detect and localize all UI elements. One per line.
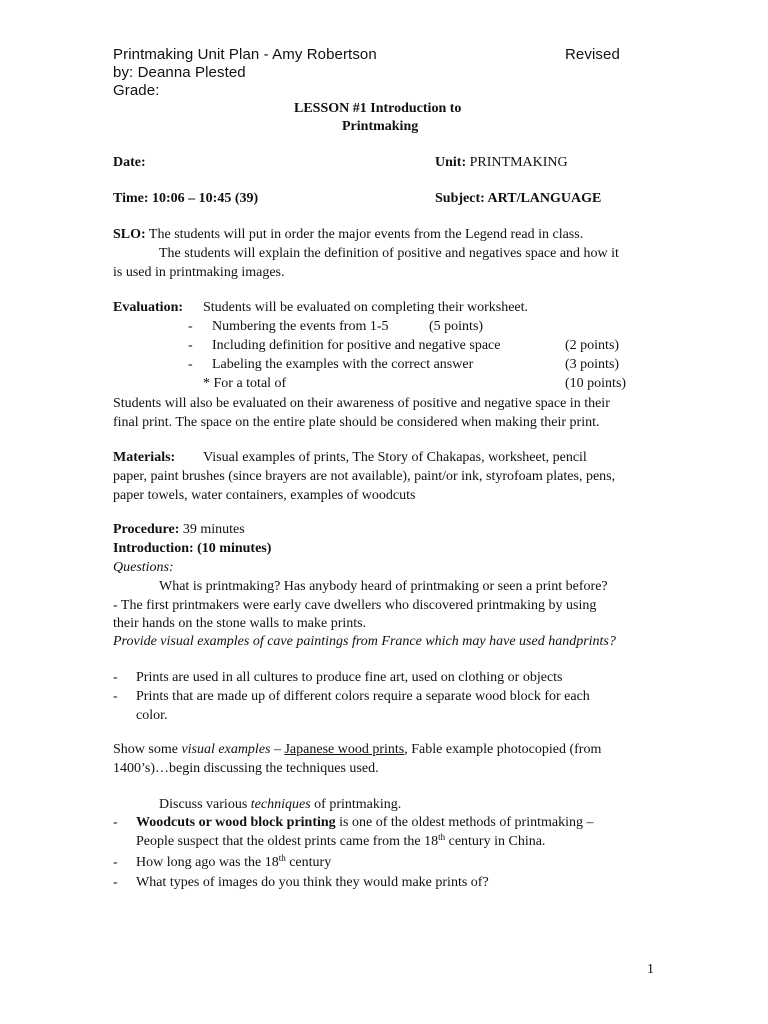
questions-label: Questions: [113,560,174,575]
eval-item-1-text: Numbering the events from 1-5 [212,319,389,334]
q-bullet-1: - [113,855,118,870]
woodcut-line2-pre: People suspect that the oldest prints came from the 18 [136,834,439,849]
procedure-label: Procedure: [113,522,180,537]
eval-extra-line2: final print. The space on the entire plate should be considered when making their print. [113,415,600,430]
revised-by: by: Deanna Plested [113,64,246,81]
slo-label: SLO: [113,227,146,242]
show-examples-line1 [113,740,601,759]
woodcut-line1 [136,813,593,832]
evaluation-label: Evaluation: [113,300,184,315]
discuss-pre: Discuss various [159,797,251,812]
slo-line3: is used in printmaking images. [113,265,285,280]
proc-bullet-2-text: Prints that are made up of different colors require a separate wood block for each [136,689,590,704]
q-bullet-1-text [136,853,331,872]
woodcut-line2-post: century in China. [445,834,546,849]
unit-plan-title: Printmaking Unit Plan - Amy Robertson [113,46,377,63]
slo-line1 [113,225,583,244]
date-label: Date: [113,155,146,170]
eval-item-2-text: Including definition for positive and negative space [212,338,501,353]
cave-line1: - The first printmakers were early cave dwellers who discovered printmaking by using [113,598,597,613]
grade-label: Grade: [113,82,160,99]
q-bullet-1-sup: th [278,853,286,863]
page-number: 1 [647,962,654,977]
cave-line2: their hands on the stone walls to make prints. [113,616,367,631]
japanese-wood-prints: Japanese wood prints [284,742,405,757]
q-bullet-1-pre: How long ago was the 18 [136,855,279,870]
discuss-italic: techniques [250,797,311,812]
slo-line2: The students will explain the definition of positive and negatives space and how it [159,246,619,261]
eval-item-3-text: Labeling the examples with the correct answer [212,357,474,372]
unit-label: Unit: [435,155,467,170]
woodcut-line2 [136,832,545,851]
show-pre: Show some [113,742,182,757]
evaluation-intro: Students will be evaluated on completing their worksheet. [203,300,529,315]
unit-value: PRINTMAKING [466,155,568,170]
woodcut-rest: is one of the oldest methods of printmaking – [335,815,594,830]
eval-extra-line1: Students will also be evaluated on their awareness of positive and negative space in their [113,396,610,411]
unit-field [435,153,568,172]
q-bullet-1-post: century [285,855,332,870]
revised-label: Revised [565,46,620,63]
eval-bullet-3: - [188,357,193,372]
question-1: What is printmaking? Has anybody heard of printmaking or seen a print before? [159,579,608,594]
show-examples-line2: 1400’s)…begin discussing the techniques used. [113,761,379,776]
introduction-label: Introduction: (10 minutes) [113,541,272,556]
eval-total-points: (10 points) [565,376,627,391]
subject-label: Subject: ART/LANGUAGE [435,191,602,206]
eval-item-3-points: (3 points) [565,357,620,372]
lesson-title-line1: LESSON #1 Introduction to [294,101,462,116]
eval-item-2-points: (2 points) [565,338,620,353]
materials-line3: paper towels, water containers, examples of woodcuts [113,488,416,503]
show-post: , Fable example photocopied (from [404,742,602,757]
proc-bullet-1-text: Prints are used in all cultures to produce fine art, used on clothing or objects [136,670,563,685]
eval-bullet-1: - [188,319,193,334]
slo-text-1: The students will put in order the major events from the Legend read in class. [145,227,584,242]
time-label: Time: 10:06 – 10:45 (39) [113,191,259,206]
eval-item-1-points: (5 points) [429,319,484,334]
woodcut-bullet: - [113,815,118,830]
q-bullet-2: - [113,875,118,890]
show-dash: – [270,742,285,757]
discuss-line [159,795,401,814]
show-italic: visual examples [181,742,271,757]
materials-line2: paper, paint brushes (since brayers are not available), paint/or ink, styrofoam plates, pens, [113,469,616,484]
procedure-value: 39 minutes [179,522,245,537]
q-bullet-2-text: What types of images do you think they would make prints of? [136,875,489,890]
materials-line1: Visual examples of prints, The Story of Chakapas, worksheet, pencil [203,450,587,465]
proc-bullet-2-text-2: color. [136,708,168,723]
proc-bullet-2: - [113,689,118,704]
materials-label: Materials: [113,450,176,465]
proc-bullet-1: - [113,670,118,685]
visual-note: Provide visual examples of cave paintings from France which may have used handprints? [113,634,616,649]
woodcut-line2-sup: th [438,832,446,842]
procedure-line [113,520,245,539]
eval-total-text: * For a total of [203,376,287,391]
discuss-post: of printmaking. [310,797,402,812]
woodcut-bold: Woodcuts or wood block printing [136,815,336,830]
eval-bullet-2: - [188,338,193,353]
lesson-title-line2: Printmaking [342,119,419,134]
